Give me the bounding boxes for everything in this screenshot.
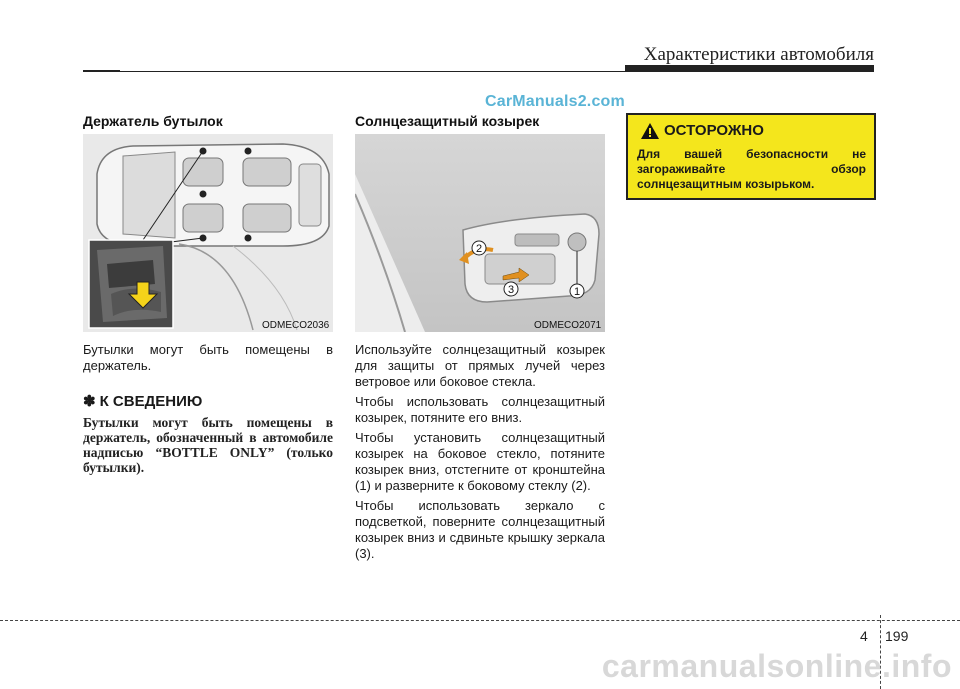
bottle-holder-text-wrap	[83, 342, 333, 374]
section-title: Характеристики автомобиля	[643, 44, 874, 65]
header-rule	[83, 71, 874, 72]
watermark-top[interactable]: CarManuals2.com	[485, 93, 625, 110]
bottle-holder-heading-wrap	[83, 113, 333, 129]
warning-text: Для вашей безопасности не загораживайте обзор солнцезащитным козырьком.	[637, 147, 866, 191]
note-asterisk-icon: ✽	[83, 393, 96, 410]
warning-title: ОСТОРОЖНО	[664, 122, 764, 139]
warning-triangle-icon	[640, 122, 660, 140]
header-rule-thick	[625, 65, 874, 71]
sun-visor-paragraph-4: Чтобы использовать зеркало с подсветкой, поверните солнцезащитный козырек вниз и сдвиньте крышку зеркала (3).	[355, 498, 605, 561]
bottle-holder-heading: Держатель бутылок	[83, 113, 223, 129]
bottle-holder-illustration	[83, 134, 333, 332]
bottle-holder-image-code: ODMECO2036	[262, 320, 330, 331]
sun-visor-text	[355, 342, 605, 562]
sun-visor-image-code: ODMECO2071	[534, 320, 602, 331]
note-title	[83, 392, 333, 410]
page-number: 199	[885, 628, 909, 644]
note-title-text: К СВЕДЕНИЮ	[99, 392, 203, 410]
header-rule-left	[83, 70, 120, 72]
bottle-note	[83, 392, 333, 475]
chapter-number: 4	[860, 628, 868, 644]
callout-2: 2	[475, 243, 483, 255]
sun-visor-paragraph-3: Чтобы установить солнцезащитный козырек на боковое стекло, потяните козырек вниз, отстегните от кронштейна (1) и разверните к боковому стеклу (2).	[355, 430, 605, 493]
callout-3: 3	[507, 284, 515, 296]
car-top-view-icon	[83, 134, 333, 332]
sun-visor-heading: Солнцезащитный козырек	[355, 113, 540, 129]
note-text: Бутылки могут быть помещены в держатель, обозначенный в автомобиле надписью “BOTTLE ONLY” (только бутылки).	[83, 415, 333, 475]
sun-visor-heading-wrap	[355, 113, 605, 129]
footer-rule	[0, 620, 960, 621]
sun-visor-icon	[355, 134, 605, 332]
sun-visor-illustration	[355, 134, 605, 332]
callout-1: 1	[573, 286, 581, 298]
sun-visor-paragraph-2: Чтобы использовать солнцезащитный козырек, потяните его вниз.	[355, 394, 605, 425]
watermark-bottom[interactable]: carmanualsonline.info	[601, 648, 952, 684]
warning-box	[626, 113, 876, 200]
sun-visor-paragraph-1: Используйте солнцезащитный козырек для защиты от прямых лучей через ветровое или боковое стекла.	[355, 342, 605, 389]
bottle-holder-text: Бутылки могут быть помещены в держатель.	[83, 342, 333, 373]
